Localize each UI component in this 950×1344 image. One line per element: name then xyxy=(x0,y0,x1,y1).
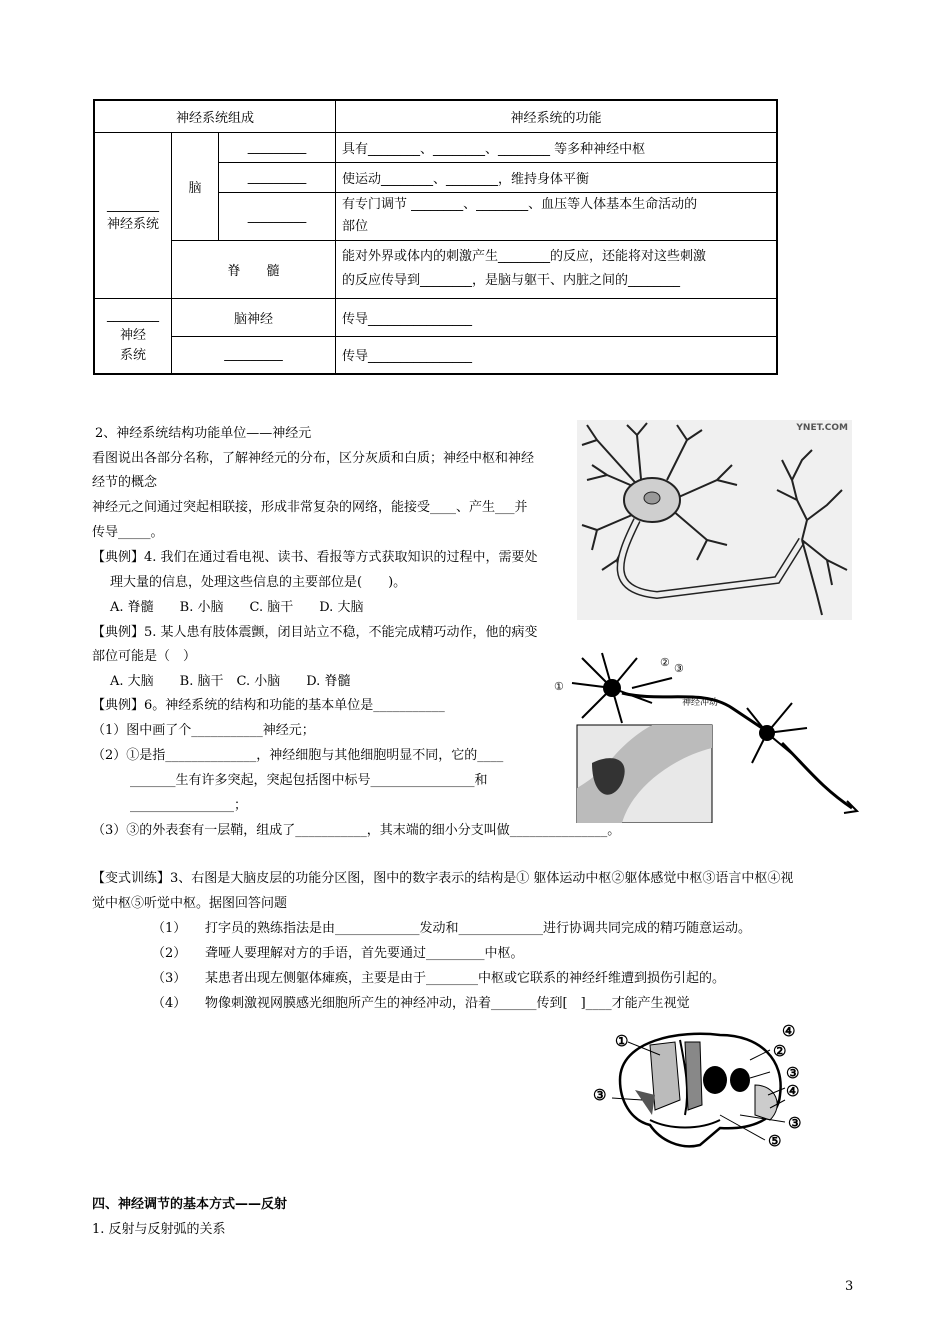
cns-label: 神经系统 xyxy=(106,217,159,232)
brain-label-4-top: ④ xyxy=(782,1022,796,1040)
variant-q2: 聋哑人要理解对方的手语，首先要通过_________中枢。 xyxy=(205,946,524,961)
example6-q1: （1）图中画了个___________神经元； xyxy=(92,723,315,738)
example6-stem: 【典例】6。神经系统的结构和功能的基本单位是___________ xyxy=(92,698,445,713)
brain-blank-3: _________ xyxy=(219,192,336,240)
neuron-impulse-drawing xyxy=(552,648,872,823)
table-header-right: 神经系统的功能 xyxy=(336,100,778,132)
brain-label-3-bottom: ③ xyxy=(788,1114,802,1132)
example5-options: A. 大脑 B. 脑干 C. 小脑 D. 脊髓 xyxy=(110,674,351,689)
variant-q3: 某患者出现左侧躯体瘫痪，主要是由于________中枢或它联系的神经纤维遭到损伤引起的。 xyxy=(205,971,726,986)
variant-line2: 觉中枢⑤听觉中枢。据图回答问题 xyxy=(92,896,288,911)
variant-q3-num: （3） xyxy=(152,971,187,986)
pns-blank: ________ xyxy=(107,307,159,323)
example4-options: A. 脊髓 B. 小脑 C. 脑干 D. 大脑 xyxy=(110,600,364,615)
section2-line4: 传导_____。 xyxy=(92,525,164,540)
cranial-nerve-label: 脑神经 xyxy=(172,298,336,336)
neuron-impulse-label: 神经冲动 xyxy=(682,698,719,708)
page-number: 3 xyxy=(845,1279,854,1294)
pns-row2-blank: _________ xyxy=(172,336,336,374)
neuron-fig-label-2: ② xyxy=(660,656,670,669)
pns-label-1: 神经 xyxy=(119,327,146,343)
brain-label-4-right: ④ xyxy=(786,1082,800,1100)
section4-title: 四、神经调节的基本方式——反射 xyxy=(92,1197,288,1212)
brain-cortex-figure xyxy=(590,1020,815,1155)
example4-line1: 【典例】4. 我们在通过看电视、读书、看报等方式获取知识的过程中，需要处 xyxy=(92,550,538,565)
variant-q1: 打字员的熟练指法是由_____________发动和_____________进行协调共同完成的精巧随意运动。 xyxy=(205,921,752,936)
brain-label-2: ② xyxy=(773,1042,787,1060)
variant-q1-num: （1） xyxy=(152,921,187,936)
spinal-function-b: 的反应传导到________，是脑与躯干、内脏之间的________ xyxy=(342,273,681,288)
neuron-figure xyxy=(577,420,852,620)
brain-function-2: 使运动________、________，维持身体平衡 xyxy=(336,162,778,192)
example6-q3: （3）③的外表套有一层鞘，组成了___________，其末端的细小分支叫做_______________。 xyxy=(92,823,621,838)
spinal-function xyxy=(336,240,778,298)
spinal-function-a: 能对外界或体内的刺激产生________的反应，还能将对这些刺激 xyxy=(342,249,707,264)
ynet-watermark: YNET.COM xyxy=(796,423,848,433)
spinal-cord-label: 脊 髓 xyxy=(172,240,336,298)
brain-label: 脑 xyxy=(172,132,219,240)
brain-label-1: ① xyxy=(615,1032,629,1050)
example5-line1: 【典例】5. 某人患有肢体震颤，闭目站立不稳，不能完成精巧动作，他的病变 xyxy=(92,625,538,640)
example6-q2c: ________________； xyxy=(130,798,248,813)
brain-label-3-right: ③ xyxy=(786,1064,800,1082)
neuron-fig-label-3: ③ xyxy=(674,662,684,675)
variant-line1: 【变式训练】3、右图是大脑皮层的功能分区图，图中的数字表示的结构是① 躯体运动中枢②躯体感觉中枢③语言中枢④视 xyxy=(92,871,794,886)
example6-q2b: _______生有许多突起，突起包括图中标号________________和 xyxy=(130,773,488,788)
cns-blank: ________ xyxy=(107,198,159,213)
brain-function-1: 具有________、________、________ 等多种神经中枢 xyxy=(336,132,778,162)
brain-blank-2: _________ xyxy=(219,162,336,192)
cranial-nerve-function: 传导________________ xyxy=(336,298,778,336)
neuron-impulse-figure xyxy=(552,648,872,823)
example5-line2: 部位可能是（ ） xyxy=(92,649,197,664)
section2-line2: 经节的概念 xyxy=(92,475,158,490)
example4-line2: 理大量的信息，处理这些信息的主要部位是( )。 xyxy=(110,575,407,590)
example6-q2a: （2）①是指______________，神经细胞与其他细胞明显不同，它的____ xyxy=(92,748,504,763)
brain-function-3b: 部位 xyxy=(342,219,369,234)
section2-line1: 看图说出各部分名称，了解神经元的分布，区分灰质和白质；神经中枢和神经 xyxy=(92,451,535,466)
section4-sub1: 1. 反射与反射弧的关系 xyxy=(92,1222,226,1237)
variant-q4-num: （4） xyxy=(152,996,187,1011)
pns-label-2: 系统 xyxy=(119,347,146,363)
pns-row2-function: 传导________________ xyxy=(336,336,778,374)
neuron-fig-label-1: ① xyxy=(554,680,564,693)
brain-label-3-left: ③ xyxy=(593,1086,607,1104)
table-header-left: 神经系统组成 xyxy=(94,100,336,132)
brain-blank-1: _________ xyxy=(219,132,336,162)
section2-title: 2、神经系统结构功能单位——神经元 xyxy=(95,426,312,441)
nervous-system-table xyxy=(93,99,778,375)
section2-line3: 神经元之间通过突起相联接，形成非常复杂的网络，能接受____、产生___并 xyxy=(92,500,528,515)
brain-function-3a: 有专门调节 ________、________、血压等人体基本生命活动的 xyxy=(342,197,698,212)
variant-q2-num: （2） xyxy=(152,946,187,961)
pns-cell xyxy=(94,298,172,374)
cns-cell xyxy=(94,132,172,298)
brain-label-5: ⑤ xyxy=(768,1132,782,1150)
variant-q4: 物像刺激视网膜感光细胞所产生的神经冲动，沿着_______传到[ ]____才能产生视觉 xyxy=(205,996,690,1011)
neuron-drawing xyxy=(577,420,852,620)
brain-function-3 xyxy=(336,192,778,240)
